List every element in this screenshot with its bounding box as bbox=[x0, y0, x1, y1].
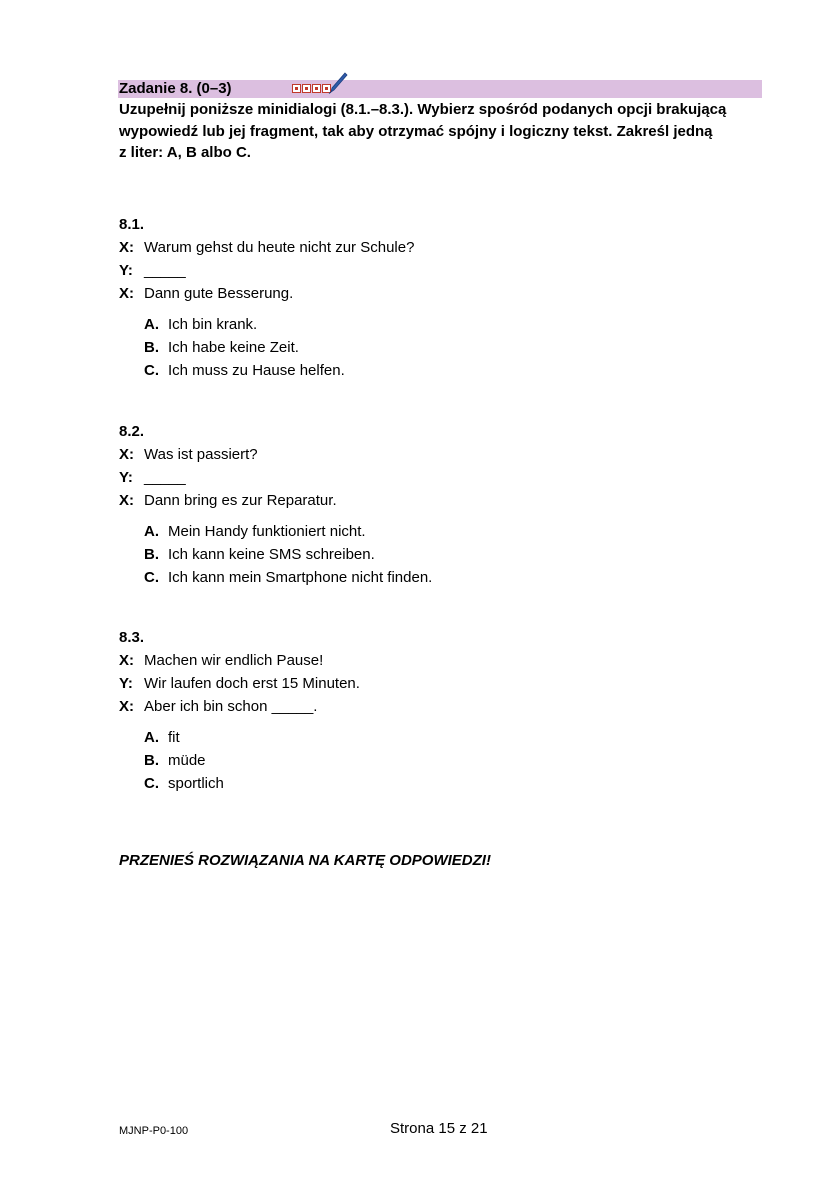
option-letter[interactable]: B. bbox=[144, 339, 159, 356]
option-text: müde bbox=[168, 752, 206, 769]
pen-icon bbox=[328, 72, 348, 94]
option-a[interactable] bbox=[144, 520, 432, 543]
dialogue-line bbox=[119, 649, 360, 672]
option-text: Ich kann keine SMS schreiben. bbox=[168, 546, 375, 563]
speaker-label: Y: bbox=[119, 262, 133, 279]
section-number: 8.2. bbox=[119, 423, 145, 440]
option-text: sportlich bbox=[168, 775, 224, 792]
answer-options bbox=[119, 520, 432, 589]
score-box bbox=[312, 84, 321, 93]
option-b[interactable] bbox=[144, 543, 432, 566]
dialogue-line bbox=[119, 443, 432, 466]
dialogue-text: Dann gute Besserung. bbox=[144, 285, 294, 302]
speaker-label: Y: bbox=[119, 469, 133, 486]
dialogue-line bbox=[119, 282, 414, 305]
dialogue-text: Machen wir endlich Pause! bbox=[144, 652, 324, 669]
answer-blank: _____ bbox=[144, 469, 186, 486]
option-c[interactable] bbox=[144, 359, 414, 382]
option-letter[interactable]: B. bbox=[144, 752, 159, 769]
option-letter[interactable]: A. bbox=[144, 729, 159, 746]
dialogue-section-8-1 bbox=[119, 213, 414, 382]
option-letter[interactable]: B. bbox=[144, 546, 159, 563]
speaker-label: X: bbox=[119, 239, 134, 256]
instruction-line: Uzupełnij poniższe minidialogi (8.1.–8.3.). Wybierz spośród podanych opcji brakującą bbox=[119, 101, 727, 118]
option-letter[interactable]: A. bbox=[144, 523, 159, 540]
instruction-line: z liter: A, B albo C. bbox=[119, 144, 251, 161]
option-letter[interactable]: C. bbox=[144, 362, 159, 379]
option-text: Mein Handy funktioniert nicht. bbox=[168, 523, 366, 540]
answer-options bbox=[119, 726, 360, 795]
score-box bbox=[292, 84, 301, 93]
speaker-label: X: bbox=[119, 285, 134, 302]
dialogue-line bbox=[119, 236, 414, 259]
speaker-label: X: bbox=[119, 492, 134, 509]
option-c[interactable] bbox=[144, 772, 360, 795]
dialogue-section-8-2 bbox=[119, 420, 432, 589]
option-letter[interactable]: C. bbox=[144, 569, 159, 586]
option-text: Ich muss zu Hause helfen. bbox=[168, 362, 345, 379]
dialogue-line bbox=[119, 695, 360, 718]
dialogue-line bbox=[119, 259, 414, 282]
option-a[interactable] bbox=[144, 313, 414, 336]
answer-options bbox=[119, 313, 414, 382]
option-c[interactable] bbox=[144, 566, 432, 589]
score-box bbox=[302, 84, 311, 93]
section-number: 8.3. bbox=[119, 629, 145, 646]
instruction-line: wypowiedź lub jej fragment, tak aby otrzymać spójny i logiczny tekst. Zakreśl jedną bbox=[119, 122, 713, 140]
dialogue-section-8-3 bbox=[119, 626, 360, 795]
dialogue-text: Wir laufen doch erst 15 Minuten. bbox=[144, 675, 360, 692]
option-text: Ich bin krank. bbox=[168, 316, 258, 333]
dialogue-line bbox=[119, 489, 432, 512]
dialogue-text: Dann bring es zur Reparatur. bbox=[144, 492, 337, 509]
option-letter[interactable]: C. bbox=[144, 775, 159, 792]
option-text: Ich kann mein Smartphone nicht finden. bbox=[168, 569, 433, 586]
option-b[interactable] bbox=[144, 336, 414, 359]
dialogue-text: Was ist passiert? bbox=[144, 446, 258, 463]
option-text: Ich habe keine Zeit. bbox=[168, 339, 299, 356]
transfer-answers-note: PRZENIEŚ ROZWIĄZANIA NA KARTĘ ODPOWIEDZI! bbox=[119, 852, 491, 869]
speaker-label: Y: bbox=[119, 675, 133, 692]
page-number: Strona 15 z 21 bbox=[390, 1120, 488, 1137]
dialogue-text: Warum gehst du heute nicht zur Schule? bbox=[144, 239, 415, 256]
speaker-label: X: bbox=[119, 446, 134, 463]
dialogue-text: Aber ich bin schon _____. bbox=[144, 698, 318, 715]
task-instruction bbox=[119, 99, 779, 164]
option-letter[interactable]: A. bbox=[144, 316, 159, 333]
dialogue-line bbox=[119, 466, 432, 489]
speaker-label: X: bbox=[119, 698, 134, 715]
option-b[interactable] bbox=[144, 749, 360, 772]
section-number: 8.1. bbox=[119, 216, 145, 233]
score-boxes-icon bbox=[292, 84, 331, 93]
option-text: fit bbox=[168, 729, 180, 746]
speaker-label: X: bbox=[119, 652, 134, 669]
dialogue-line bbox=[119, 672, 360, 695]
exam-code: MJNP-P0-100 bbox=[119, 1125, 189, 1137]
task-title: Zadanie 8. (0–3) bbox=[119, 80, 232, 97]
option-a[interactable] bbox=[144, 726, 360, 749]
answer-blank: _____ bbox=[144, 262, 186, 279]
